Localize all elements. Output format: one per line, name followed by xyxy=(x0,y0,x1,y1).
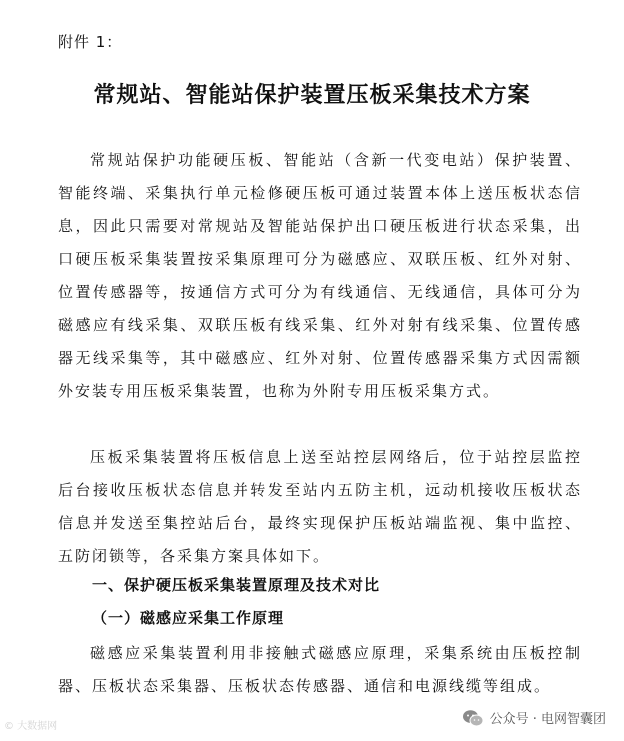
paragraph-2: 压板采集装置将压板信息上送至站控层网络后，位于站控层监控后台接收压板状态信息并转发至站内五防主机，远动机接收压板状态信息并发送至集控站后台，最终实现保护压板站端监视、集中监控、五防闭锁等，各采集方案具体如下。 xyxy=(58,448,582,565)
watermark-right xyxy=(462,708,606,727)
document-title: 常规站、智能站保护装置压板采集技术方案 xyxy=(93,82,531,108)
paragraph-1: 常规站保护功能硬压板、智能站（含新一代变电站）保护装置、智能终端、采集执行单元检修硬压板可通过装置本体上送压板状态信息，因此只需要对常规站及智能站保护出口硬压板进行状态采集，出口硬压板采集装置按采集原理可分为磁感应、双联压板、红外对射、位置传感器等，按通信方式可分为有线通信、无线通信，具体可分为磁感应有线采集、双联压板有线采集、红外对射有线采集、位置传感器无线采集等，其中磁感应、红外对射、位置传感器采集方式因需额外安装专用压板采集装置，也称为外附专用压板采集方式。 xyxy=(58,151,582,400)
subsection-heading: （一）磁感应采集工作原理 xyxy=(92,609,285,627)
section-heading: 一、保护硬压板采集装置原理及技术对比 xyxy=(92,576,381,594)
paragraph-3: 磁感应采集装置利用非接触式磁感应原理，采集系统由压板控制器、压板状态采集器、压板状态传感器、通信和电源线缆等组成。 xyxy=(58,644,582,695)
watermark-left: © 大数据网 xyxy=(4,721,58,732)
attachment-label: 附件 1： xyxy=(58,33,123,51)
watermark-right-text: 公众号 · 电网智囊团 xyxy=(489,712,606,727)
wechat-icon xyxy=(462,709,484,727)
